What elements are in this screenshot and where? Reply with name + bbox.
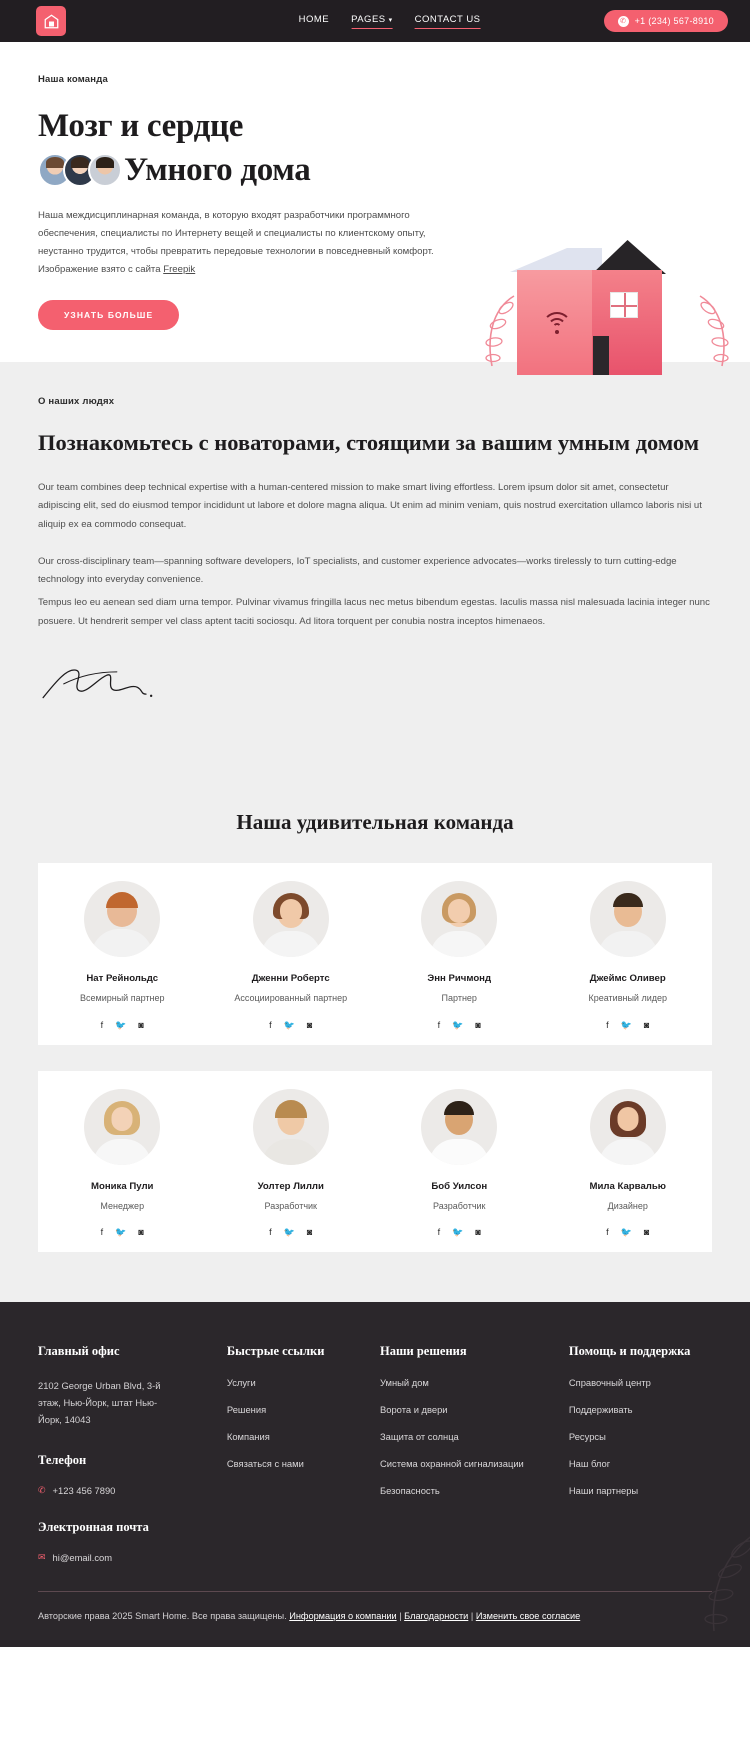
nav-item-pages[interactable]: [351, 14, 393, 29]
house-roof-right: [592, 240, 666, 274]
footer-divider: [38, 1591, 712, 1592]
footer-support-title: Помощь и поддержка: [568, 1344, 691, 1359]
nav-label-home: HOME: [298, 14, 330, 25]
team-member-name: Боб Уилсон: [431, 1180, 488, 1192]
team-member-card[interactable]: [375, 1071, 544, 1253]
house-logo-icon: [44, 14, 59, 29]
site-header: [0, 0, 750, 42]
copyright-sep-2: |: [468, 1610, 476, 1621]
house-illustration: [480, 240, 740, 375]
header-phone-number: +1 (234) 567-8910: [634, 16, 714, 26]
footer-link-solutions[interactable]: Решения: [226, 1403, 267, 1415]
team-member-role: Менеджер: [100, 1200, 145, 1211]
about-eyebrow: О наших людях: [38, 396, 115, 407]
footer-address: 2102 George Urban Blvd, 3-й этаж, Нью-Йорк, штат Нью-Йорк, 14043: [38, 1379, 161, 1426]
team-grid-row-1: [0, 863, 750, 1045]
house-roof-left: [510, 248, 602, 272]
footer-link-blog[interactable]: Наш блог: [568, 1457, 611, 1469]
main-nav: [299, 14, 481, 29]
footer-office-title: Главный офис: [38, 1344, 120, 1359]
nav-item-contact-us[interactable]: [415, 14, 481, 29]
about-heading: Познакомьтесь с новаторами, стоящими за вашим умным домом: [38, 430, 700, 455]
team-heading: Наша удивительная команда: [236, 810, 514, 835]
footer-email[interactable]: [38, 1552, 217, 1563]
avatar: [88, 153, 122, 187]
site-footer: [0, 1302, 750, 1647]
hero-section: [0, 42, 750, 362]
social-links: [217, 1227, 366, 1238]
team-member-card[interactable]: [544, 863, 713, 1045]
footer-quicklinks-title: Быстрые ссылки: [226, 1344, 325, 1359]
team-member-card[interactable]: [544, 1071, 713, 1253]
hero-title-line2: Умного дома: [124, 152, 311, 189]
footer-link-company[interactable]: Компания: [226, 1430, 270, 1442]
footer-link-services[interactable]: Услуги: [226, 1376, 256, 1388]
social-links: [554, 1020, 703, 1031]
hero-paragraph-text: Наша междисциплинарная команда, в которую входят разработчики программного обеспечения, специалисты по Интернету вещей и специалисты по клиентскому опыту, неустанно трудится, чтобы превратить передовые технологии в повседневный комфорт. Изображение взято с сайта: [38, 210, 434, 275]
footer-solutions-title: Наши решения: [380, 1344, 467, 1359]
header-phone-button[interactable]: [604, 10, 728, 32]
footer-link-help-center[interactable]: Справочный центр: [568, 1376, 651, 1388]
twitter-icon[interactable]: 🐦: [452, 1019, 464, 1030]
team-member-name: Мила Карвалью: [589, 1180, 666, 1192]
footer-link-alarm-system[interactable]: Система охранной сигнализации: [380, 1457, 524, 1469]
footer-column-solutions: [380, 1342, 559, 1563]
hero-title-line1: Мозг и сердце: [38, 108, 244, 144]
facebook-icon[interactable]: f: [437, 1227, 441, 1238]
avatar: [590, 881, 666, 957]
freepik-link[interactable]: Freepik: [163, 263, 196, 275]
team-member-name: Нат Рейнольдс: [86, 973, 159, 985]
instagram-icon[interactable]: ◙: [138, 1019, 144, 1030]
avatar: [421, 1089, 497, 1165]
twitter-icon[interactable]: 🐦: [283, 1019, 295, 1030]
signature-image: [38, 661, 158, 705]
instagram-icon[interactable]: ◙: [643, 1227, 650, 1238]
phone-icon: ✆: [618, 16, 629, 27]
nav-label-pages: PAGES: [351, 13, 386, 25]
team-member-card[interactable]: [207, 1071, 376, 1253]
footer-email-title: Электронная почта: [38, 1519, 149, 1534]
nav-item-home[interactable]: [299, 14, 330, 28]
about-paragraph-1: Our team combines deep technical expertise with a human-centered mission to make smart living effortless. Lorem ipsum dolor sit amet, consectetur adipiscing elit, sed do eiusmod tempor incididunt ut labore et dolore magna aliqua. Ut enim ad minim veniam, quis nostrud exercitation ullamco laboris nisi ut aliquip ex ea commodo consequat.: [38, 481, 702, 530]
facebook-icon[interactable]: f: [100, 1227, 104, 1238]
twitter-icon[interactable]: 🐦: [283, 1227, 295, 1238]
about-paragraph-3: Tempus leo eu aenean sed diam urna tempor. Pulvinar vivamus fringilla lacus nec metus bibendum egestas. Iaculis massa nisl malesuada lacinia integer nunc posuere. Ut hendrerit semper vel class aptent taciti sociosqu. Ad litora torquent per conubia nostra inceptos himenaeos.: [38, 597, 710, 627]
team-member-name: Уолтер Лилли: [257, 1180, 324, 1192]
social-links: [554, 1227, 703, 1238]
twitter-icon[interactable]: 🐦: [620, 1019, 632, 1030]
footer-link-security[interactable]: Безопасность: [380, 1484, 440, 1496]
twitter-icon[interactable]: 🐦: [115, 1019, 127, 1030]
hero-paragraph: [38, 207, 438, 278]
facebook-icon[interactable]: f: [269, 1019, 272, 1030]
footer-link-contact[interactable]: Связаться с нами: [226, 1457, 304, 1469]
leaf-right-icon: [694, 292, 734, 370]
copyright-sep-1: |: [396, 1610, 405, 1621]
team-grid-row-2: [0, 1071, 750, 1253]
hero-avatar-group: [38, 153, 122, 187]
footer-email-value: hi@email.com: [52, 1551, 113, 1563]
team-member-role: Всемирный партнер: [80, 993, 165, 1004]
twitter-icon[interactable]: 🐦: [452, 1227, 464, 1238]
smart-home-logo[interactable]: [36, 6, 66, 36]
hero-eyebrow: Наша команда: [38, 74, 108, 85]
social-links: [385, 1227, 534, 1238]
facebook-icon[interactable]: f: [437, 1019, 441, 1030]
team-member-role: Ассоциированный партнер: [234, 993, 348, 1004]
learn-more-button[interactable]: УЗНАТЬ БОЛЬШЕ: [38, 300, 179, 330]
team-member-role: Дизайнер: [607, 1200, 648, 1211]
facebook-icon[interactable]: f: [606, 1019, 609, 1030]
twitter-icon[interactable]: 🐦: [115, 1227, 127, 1238]
instagram-icon[interactable]: ◙: [475, 1227, 481, 1238]
envelope-icon: ✉: [38, 1551, 46, 1562]
footer-columns: [38, 1342, 712, 1563]
house-door: [593, 336, 609, 375]
footer-column-quick-links: [227, 1342, 370, 1563]
footer-link-partners[interactable]: Наши партнеры: [568, 1484, 639, 1496]
phone-icon: ✆: [38, 1484, 46, 1495]
twitter-icon[interactable]: 🐦: [620, 1227, 632, 1238]
instagram-icon[interactable]: ◙: [306, 1019, 313, 1030]
instagram-icon[interactable]: ◙: [475, 1019, 481, 1030]
team-member-role: Креативный лидер: [588, 993, 667, 1004]
social-links: [217, 1020, 366, 1031]
leaf-left-icon: [480, 292, 520, 370]
chevron-down-icon: ▾: [388, 17, 393, 24]
team-member-role: Разработчик: [264, 1200, 317, 1211]
company-info-link[interactable]: Информация о компании: [289, 1610, 397, 1621]
team-member-name: Джеймс Оливер: [589, 973, 666, 985]
team-member-card[interactable]: [207, 863, 376, 1045]
team-member-card[interactable]: [375, 863, 544, 1045]
team-section: [0, 770, 750, 1302]
team-member-role: Разработчик: [433, 1200, 486, 1211]
copyright-text: Авторские права 2025 Smart Home. Все права защищены.: [38, 1610, 290, 1621]
team-member-card[interactable]: [38, 1071, 207, 1253]
footer-link-gates-doors[interactable]: Ворота и двери: [380, 1403, 448, 1415]
leaf-decoration-icon: [670, 1527, 750, 1637]
footer-link-support[interactable]: Поддерживать: [568, 1403, 633, 1415]
team-member-name: Дженни Робертс: [251, 973, 330, 985]
instagram-icon[interactable]: ◙: [138, 1227, 144, 1238]
facebook-icon[interactable]: f: [269, 1227, 272, 1238]
footer-column-office: [38, 1342, 217, 1563]
social-links: [385, 1020, 534, 1031]
avatar: [84, 881, 160, 957]
facebook-icon[interactable]: f: [606, 1227, 609, 1238]
change-consent-link[interactable]: Изменить свое согласие: [475, 1610, 581, 1621]
avatar: [590, 1089, 666, 1165]
wifi-icon: [540, 312, 574, 336]
instagram-icon[interactable]: ◙: [643, 1019, 650, 1030]
avatar: [84, 1089, 160, 1165]
footer-link-sun-protection[interactable]: Защита от солнца: [380, 1430, 459, 1442]
team-member-name: Моника Пули: [91, 1180, 154, 1192]
footer-link-smart-home[interactable]: Умный дом: [380, 1376, 429, 1388]
team-member-card[interactable]: [38, 863, 207, 1045]
house-window: [610, 292, 638, 318]
footer-phone[interactable]: [38, 1485, 217, 1496]
footer-phone-title: Телефон: [38, 1452, 87, 1467]
avatar: [253, 1089, 329, 1165]
avatar: [421, 881, 497, 957]
footer-copyright: [38, 1608, 712, 1625]
about-paragraph-2: Our cross-disciplinary team—spanning software developers, IoT specialists, and customer experience advocates—works tirelessly to turn cutting-edge technology into everyday convenience.: [38, 555, 677, 586]
social-links: [48, 1020, 197, 1031]
hero-title-row: [38, 149, 712, 191]
team-member-name: Энн Ричмонд: [427, 973, 492, 985]
nav-label-contact: CONTACT US: [414, 13, 481, 25]
footer-link-resources[interactable]: Ресурсы: [568, 1430, 606, 1442]
facebook-icon[interactable]: f: [100, 1019, 104, 1030]
footer-phone-value: +123 456 7890: [52, 1484, 116, 1496]
instagram-icon[interactable]: ◙: [306, 1227, 313, 1238]
about-section: [0, 362, 750, 770]
avatar: [253, 881, 329, 957]
team-member-role: Партнер: [441, 993, 477, 1004]
acknowledgements-link[interactable]: Благодарности: [404, 1610, 469, 1621]
social-links: [48, 1227, 197, 1238]
